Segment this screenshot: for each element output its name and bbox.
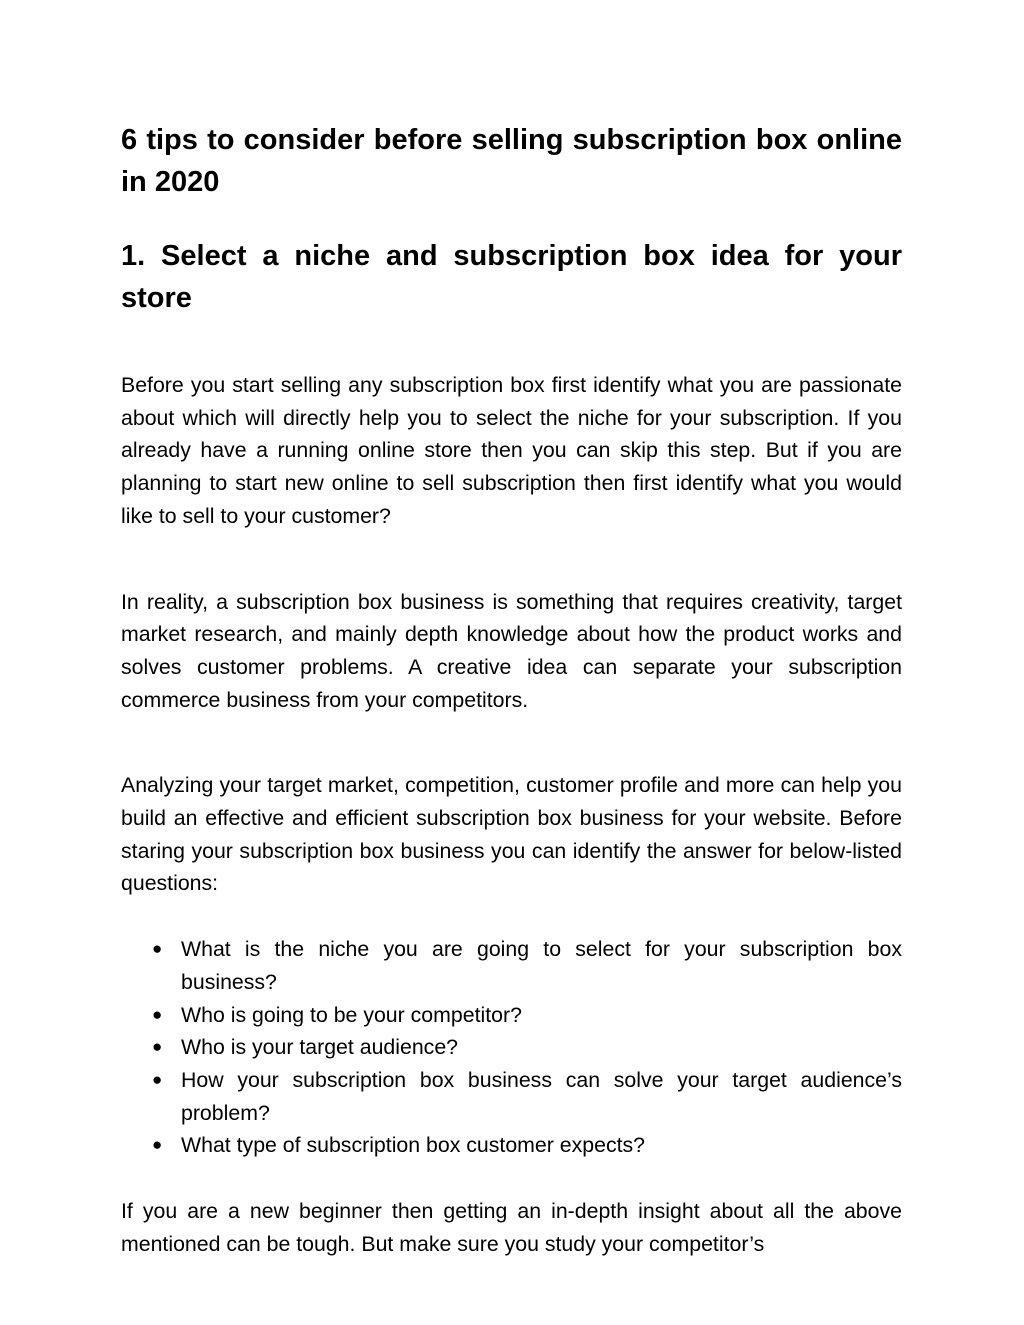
document-page xyxy=(121,119,902,1260)
bullet-icon: ● xyxy=(152,1037,163,1057)
paragraph-closing: If you are a new beginner then getting an in-depth insight about all the above mentioned can be tough. But make sure you study your competitor’s xyxy=(121,1199,902,1256)
section-heading: 1. Select a niche and subscription box idea for your store xyxy=(121,240,902,314)
paragraph-2: In reality, a subscription box business is something that requires creativity, target market research, and mainly depth knowledge about how the product works and solves customer problems. A creative idea can separate your subscription commerce business from your competitors. xyxy=(121,589,902,712)
list-item xyxy=(121,1129,902,1162)
question-list xyxy=(121,933,902,1162)
paragraph-3: Analyzing your target market, competition, customer profile and more can help you build an effective and efficient subscription box business for your website. Before staring your subscription box business you can identify the answer for below-listed questions: xyxy=(121,773,902,896)
list-item xyxy=(121,999,902,1032)
list-item-text: What is the niche you are going to select for your subscription box business? xyxy=(181,937,902,994)
bullet-icon: ● xyxy=(152,939,163,959)
bullet-icon: ● xyxy=(152,1004,163,1024)
list-item-text: Who is going to be your competitor? xyxy=(181,1002,522,1027)
list-item xyxy=(121,1031,902,1064)
bullet-icon: ● xyxy=(152,1069,163,1089)
list-item-text: What type of subscription box customer expects? xyxy=(181,1133,646,1158)
list-item xyxy=(121,933,902,998)
list-item-text: Who is your target audience? xyxy=(181,1035,459,1060)
bullet-icon: ● xyxy=(152,1135,163,1155)
paragraph-1: Before you start selling any subscription box first identify what you are passionate about which will directly help you to select the niche for your subscription. If you already have a running online store then you can skip this step. But if you are planning to start new online to sell subscription then first identify what you would like to sell to your customer? xyxy=(121,373,902,528)
list-item-text: How your subscription box business can solve your target audience’s problem? xyxy=(181,1067,902,1125)
list-item xyxy=(121,1064,902,1129)
document-title: 6 tips to consider before selling subscription box online in 2020 xyxy=(121,124,902,198)
